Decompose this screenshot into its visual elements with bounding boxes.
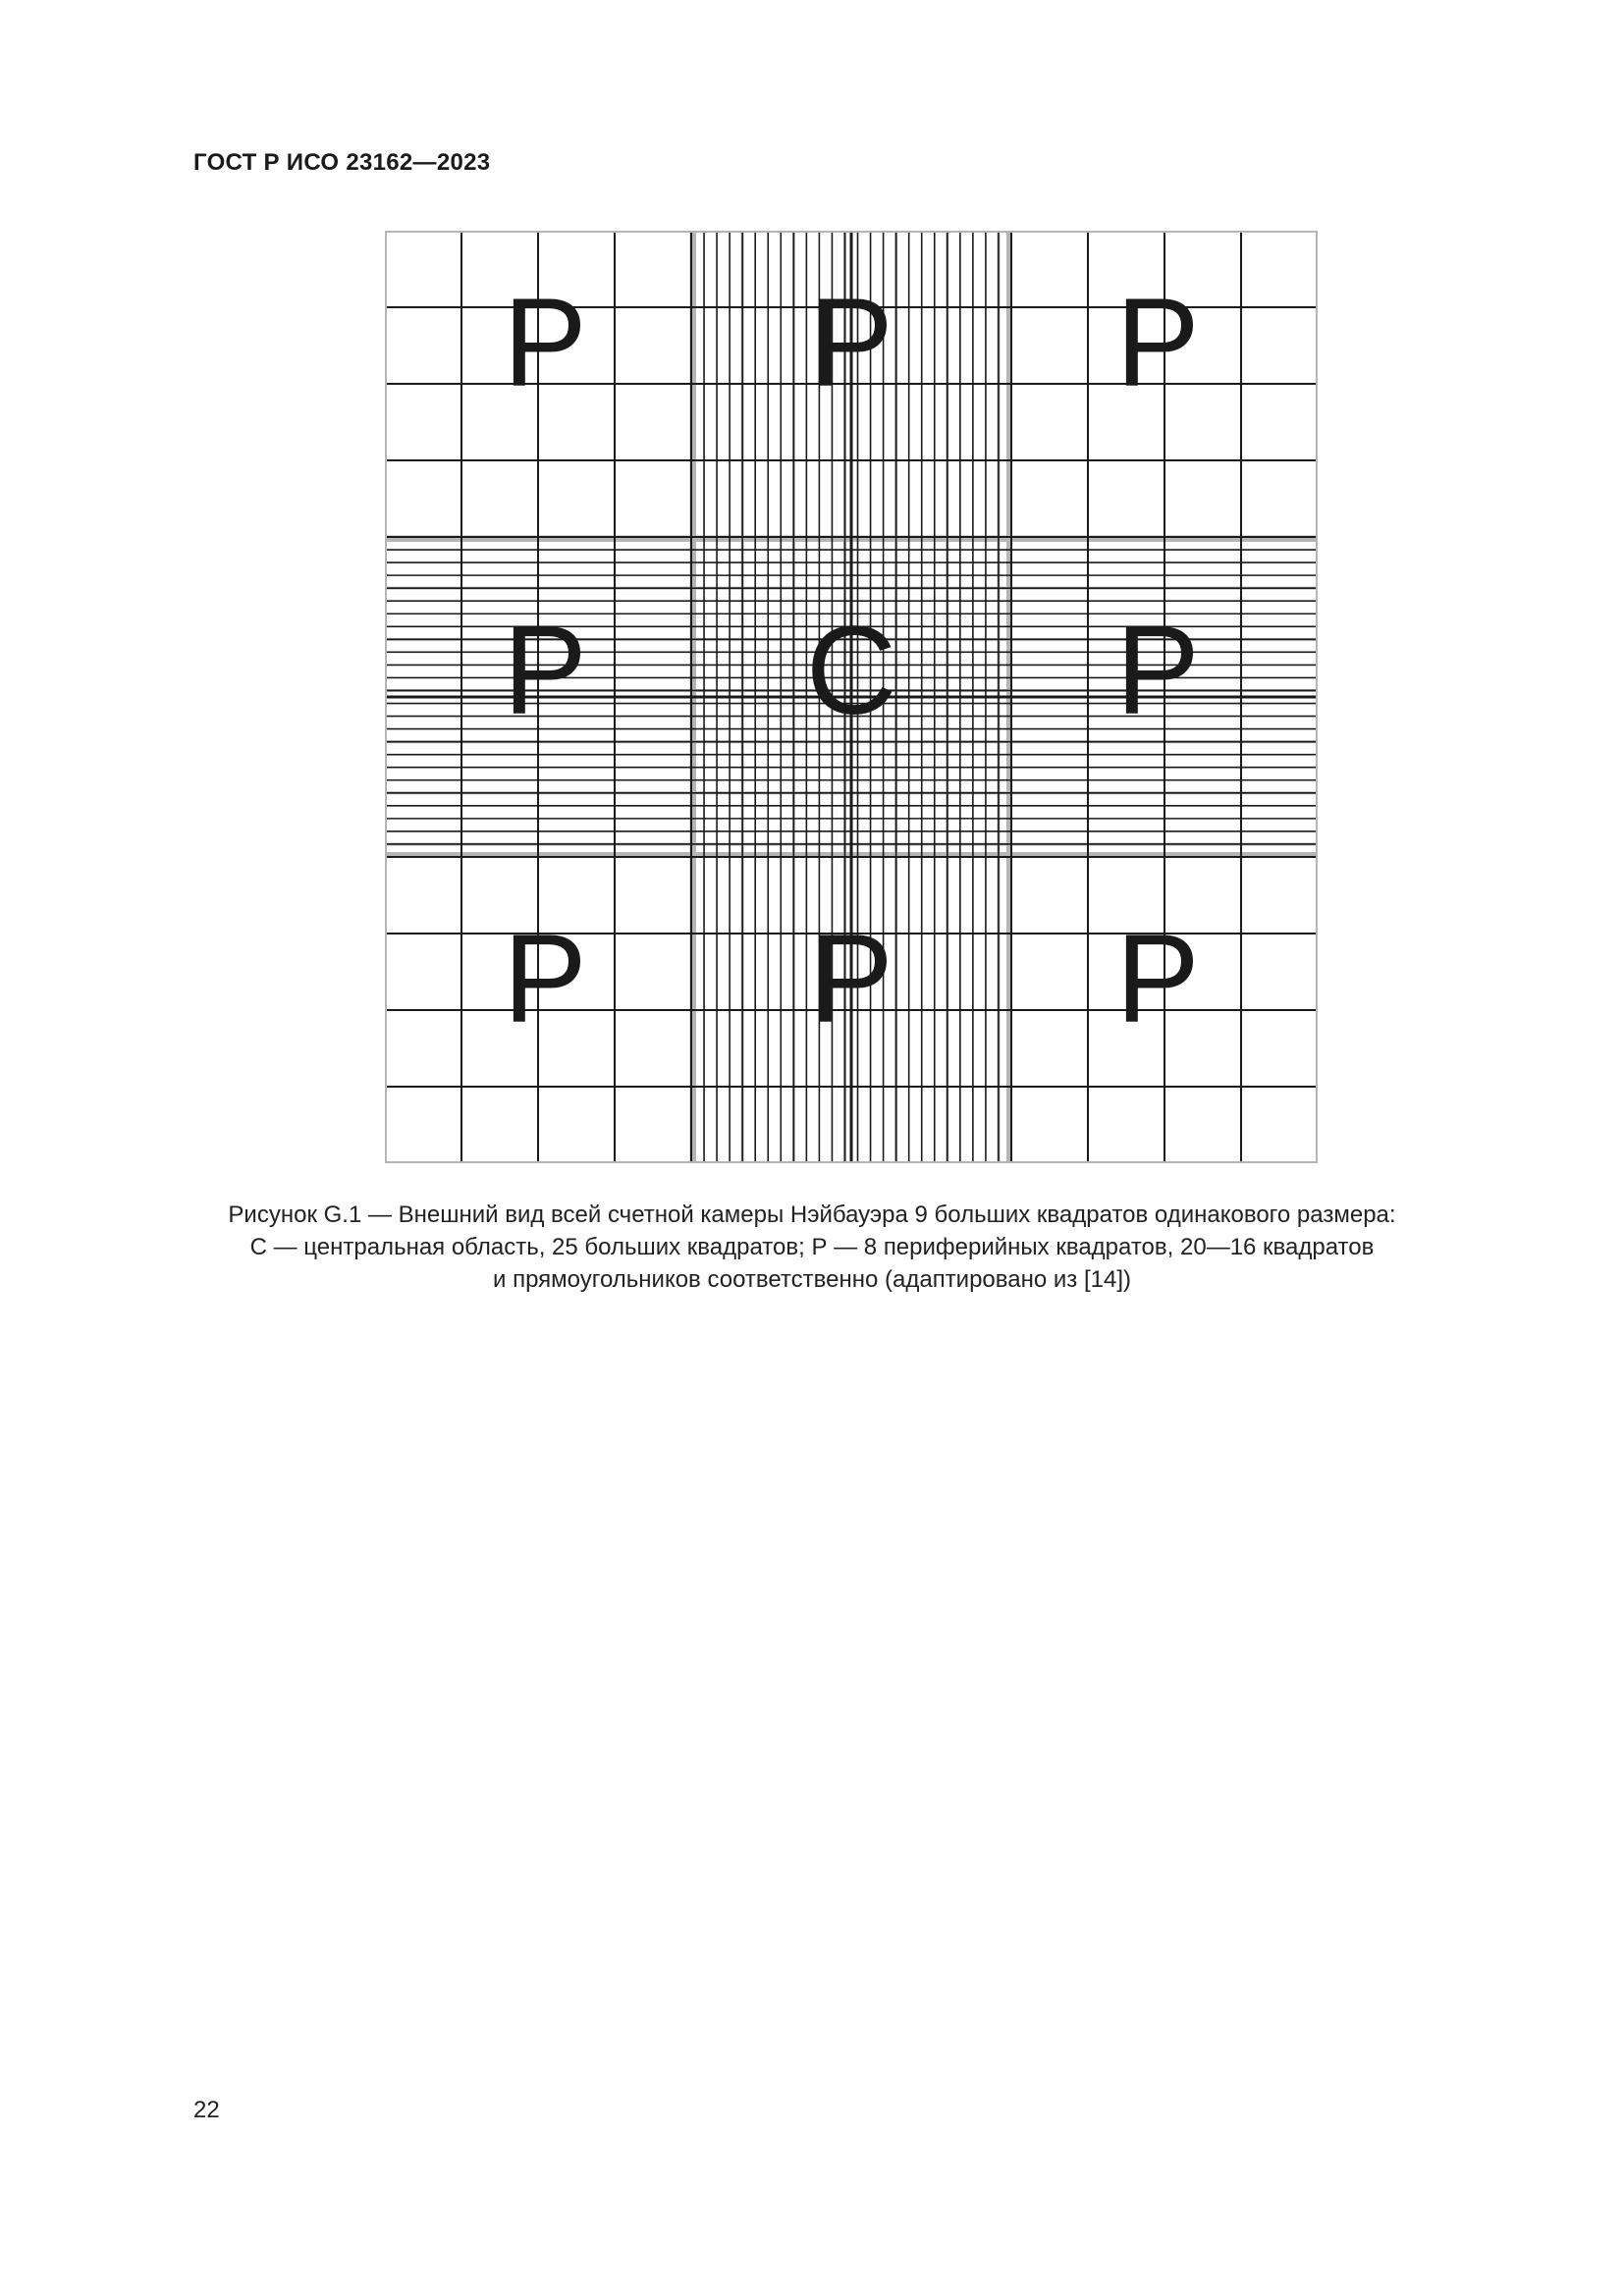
neubauer-chamber-figure bbox=[385, 231, 1318, 1163]
figure-caption bbox=[196, 1199, 1428, 1296]
label-middle-left: P bbox=[503, 601, 587, 741]
caption-line-2: С — центральная область, 25 больших квадратов; Р — 8 периферийных квадратов, 20—16 квадратов bbox=[249, 1234, 1375, 1260]
caption-line-3: и прямоугольников соответственно (адаптировано из [14]) bbox=[493, 1266, 1131, 1293]
label-top-left: P bbox=[503, 273, 587, 413]
label-bottom-center: P bbox=[809, 909, 893, 1049]
label-bottom-left: P bbox=[503, 909, 587, 1049]
label-top-right: P bbox=[1115, 273, 1200, 413]
label-center: C bbox=[805, 601, 897, 741]
grid-diagram bbox=[385, 231, 1318, 1163]
caption-line-1: Рисунок G.1 — Внешний вид всей счетной камеры Нэйбауэра 9 больших квадратов одинакового размера: bbox=[228, 1201, 1396, 1228]
document-header: ГОСТ Р ИСО 23162—2023 bbox=[193, 149, 491, 176]
label-bottom-right: P bbox=[1115, 909, 1200, 1049]
label-middle-right: P bbox=[1115, 601, 1200, 741]
page-number: 22 bbox=[193, 2097, 220, 2123]
label-top-center: P bbox=[809, 273, 893, 413]
